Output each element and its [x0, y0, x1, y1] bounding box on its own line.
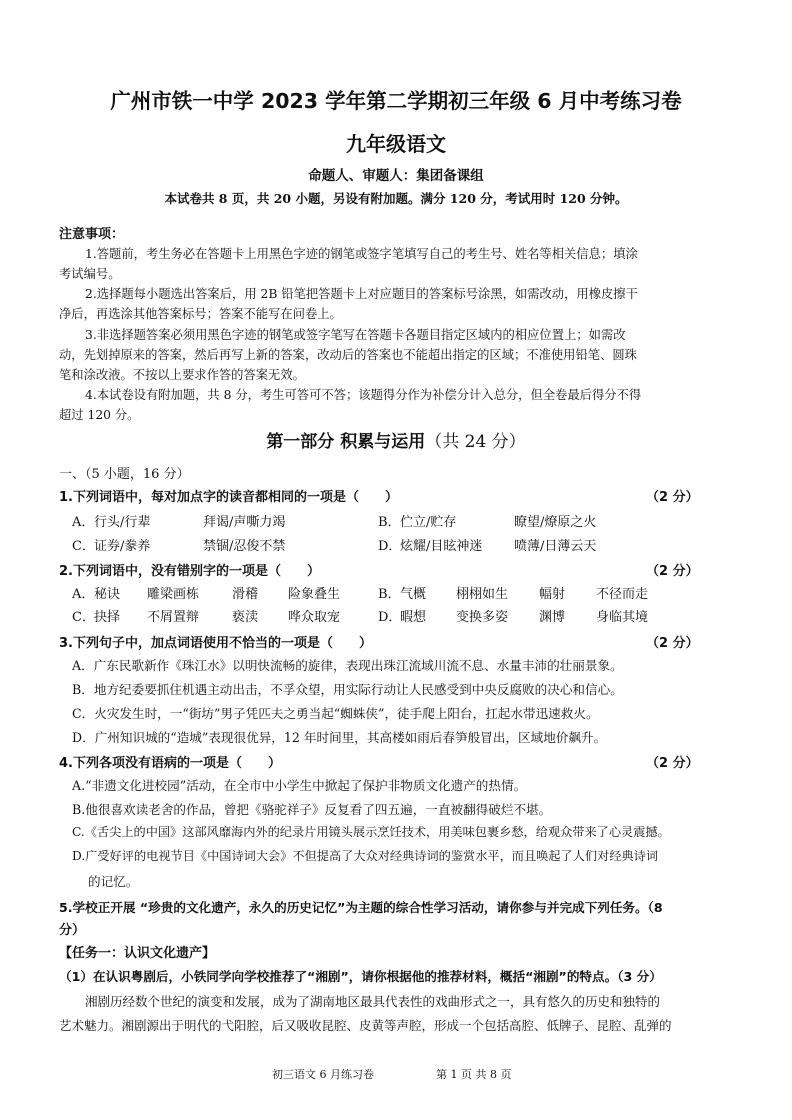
option-d-word: 喷薄/日薄云天	[514, 539, 597, 554]
option-c-word: 禁锢/忍俊不禁	[203, 539, 286, 554]
option-a-word: 拜谒/声嘶力竭	[203, 515, 286, 530]
option-a-word: 险象叠生	[288, 587, 341, 602]
option-a-word: 雕梁画栋	[147, 587, 200, 602]
option-c-word: 抉择	[94, 610, 121, 625]
exam-intro: 本试卷共 8 页，共 20 小题，另设有附加题。满分 120 分，考试用时 120 分钟。	[164, 191, 628, 206]
material-paragraph: 艺术魅力。湘剧源出于明代的弋阳腔，后又吸收昆腔、皮黄等声腔，形成一个包括高腔、低牌子、昆腔、乱弹的	[59, 1018, 672, 1033]
notice-line: 考试编号。	[59, 267, 121, 281]
option-b-word: 不径而走	[596, 587, 649, 602]
option-a-sentence: A．广东民歌新作《珠江水》以明快流畅的旋律，表现出珠江流域川流不息、水量丰沛的壮丽景象。	[72, 658, 623, 673]
option-c-label: C．	[72, 610, 95, 625]
option-d-continuation: 的记忆。	[88, 874, 139, 889]
material-paragraph: 湘剧历经数个世纪的演变和发展，成为了湖南地区最具代表性的戏曲形式之一，具有悠久的历史和独特的	[85, 994, 661, 1009]
option-d-word: 炫耀/目眩神迷	[400, 539, 483, 554]
option-c-sentence: C.《舌尖上的中国》这部风靡海内外的纪录片用镜头展示烹饪技术，用美味包裹乡愁，给观众带来了心灵震撼。	[72, 825, 670, 839]
question-5-stem: 5.学校正开展 “珍贵的文化遗产，永久的历史记忆”为主题的综合性学习活动，请你参与并完成下列任务。（8	[59, 900, 663, 915]
notice-line: 2.选择题每小题选出答案后，用 2B 铅笔把答题卡上对应题目的答案标号涂黑，如需改动，用橡皮擦干	[85, 287, 638, 301]
notice-line: 1.答题前，考生务必在答题卡上用黑色字迹的钢笔或签字笔填写自己的考生号、姓名等相关信息；填涂	[85, 247, 638, 261]
subquestion-1: （1）在认识粤剧后，小铁同学向学校推荐了“湘剧”，请你根据他的推荐材料，概括“湘剧”的特点。（3 分）	[59, 969, 662, 984]
section-heading: 一、（5 小题，16 分）	[59, 467, 190, 482]
option-c-word: 证券/豢养	[94, 539, 151, 554]
footer-exam-name: 初三语文 6 月练习卷	[272, 1068, 374, 1081]
part-title: 第一部分 积累与运用	[266, 432, 426, 452]
question-2-score: （2 分）	[646, 564, 699, 579]
part-points: （共 24 分）	[425, 432, 526, 452]
exam-subtitle: 九年级语文	[346, 132, 446, 156]
option-a-word: 行头/行辈	[94, 515, 151, 530]
option-d-word: 身临其境	[596, 610, 649, 625]
footer-page-number: 第 1 页 共 8 页	[436, 1068, 512, 1081]
option-a-word: 秘诀	[94, 587, 121, 602]
option-b-word: 栩栩如生	[456, 587, 509, 602]
option-d-sentence: D．广州知识城的“造城”表现很优异，12 年时间里，其高楼如雨后春笋般冒出，区域地价飙升。	[72, 730, 607, 745]
option-b-sentence: B．地方纪委要抓住机遇主动出击，不孚众望，用实际行动让人民感受到中央反腐败的决心和信心。	[72, 682, 623, 697]
notice-line: 超过 120 分。	[59, 408, 140, 422]
option-b-label: B．	[378, 515, 401, 530]
option-b-label: B．	[378, 587, 401, 602]
question-2-stem: 2.下列词语中，没有错别字的一项是（ ）	[59, 564, 320, 579]
notice-line: 4.本试卷设有附加题，共 8 分，考生可答可不答；该题得分作为补偿分计入总分，但全卷最后得分不得	[85, 388, 642, 402]
option-c-word: 亵渎	[232, 610, 259, 625]
notice-line: 3.非选择题答案必须用黑色字迹的钢笔或签字笔写在答题卡各题目指定区域内的相应位置上；如需改	[85, 328, 626, 342]
option-a-word: 滑稽	[232, 587, 259, 602]
exam-author: 命题人、审题人：集团备课组	[308, 168, 484, 184]
option-d-label: D．	[378, 610, 402, 625]
option-d-word: 渊博	[539, 610, 566, 625]
option-c-word: 不屑置辩	[147, 610, 200, 625]
option-c-label: C．	[72, 539, 95, 554]
option-c-word: 哗众取宠	[288, 610, 341, 625]
option-b-word: 瞭望/燎原之火	[514, 515, 597, 530]
option-c-sentence: C．火灾发生时，一“街坊”男子凭匹夫之勇当起“蜘蛛侠”，徒手爬上阳台，扛起水带迅速救火。	[72, 706, 599, 721]
notice-line: 笔和涂改液。不按以上要求作答的答案无效。	[59, 368, 305, 382]
option-d-word: 暇想	[400, 610, 427, 625]
question-3-stem: 3.下列句子中，加点词语使用不恰当的一项是（ ）	[59, 636, 372, 651]
notice-heading: 注意事项：	[59, 227, 125, 242]
notice-line: 动，先划掉原来的答案，然后再写上新的答案，改动后的答案也不能超出指定的区域；不准使用铅笔、圆珠	[59, 348, 637, 362]
option-a-label: A．	[72, 587, 95, 602]
option-d-label: D．	[378, 539, 402, 554]
option-b-word: 伫立/贮存	[400, 515, 457, 530]
question-5-stem-cont: 分）	[59, 923, 86, 938]
question-3-score: （2 分）	[646, 636, 699, 651]
question-4-score: （2 分）	[646, 756, 699, 771]
question-4-stem: 4.下列各项没有语病的一项是（ ）	[59, 756, 281, 771]
notice-line: 净后，再选涂其他答案标号；答案不能写在问卷上。	[59, 307, 342, 321]
part-heading	[0, 427, 792, 452]
question-1-score: （2 分）	[646, 490, 699, 505]
option-b-sentence: B.他很喜欢读老舍的作品，曾把《骆驼祥子》反复看了四五遍，一直被翻得破烂不堪。	[72, 802, 552, 817]
option-a-sentence: A.“非遗文化进校园”活动，在全市中小学生中掀起了保护非物质文化遗产的热情。	[72, 778, 527, 793]
option-b-word: 气概	[400, 587, 427, 602]
option-d-sentence: D.广受好评的电视节目《中国诗词大会》不但提高了大众对经典诗词的鉴赏水平，而且唤起了人们对经典诗词	[72, 849, 659, 863]
option-a-label: A．	[72, 515, 95, 530]
option-d-word: 变换多姿	[456, 610, 509, 625]
question-1-stem: 1.下列词语中，每对加点字的读音都相同的一项是（ ）	[59, 490, 398, 505]
option-b-word: 幅射	[539, 587, 566, 602]
task-heading: 【任务一：认识文化遗产】	[59, 946, 216, 961]
exam-title: 广州市铁一中学 2023 学年第二学期初三年级 6 月中考练习卷	[110, 89, 682, 113]
